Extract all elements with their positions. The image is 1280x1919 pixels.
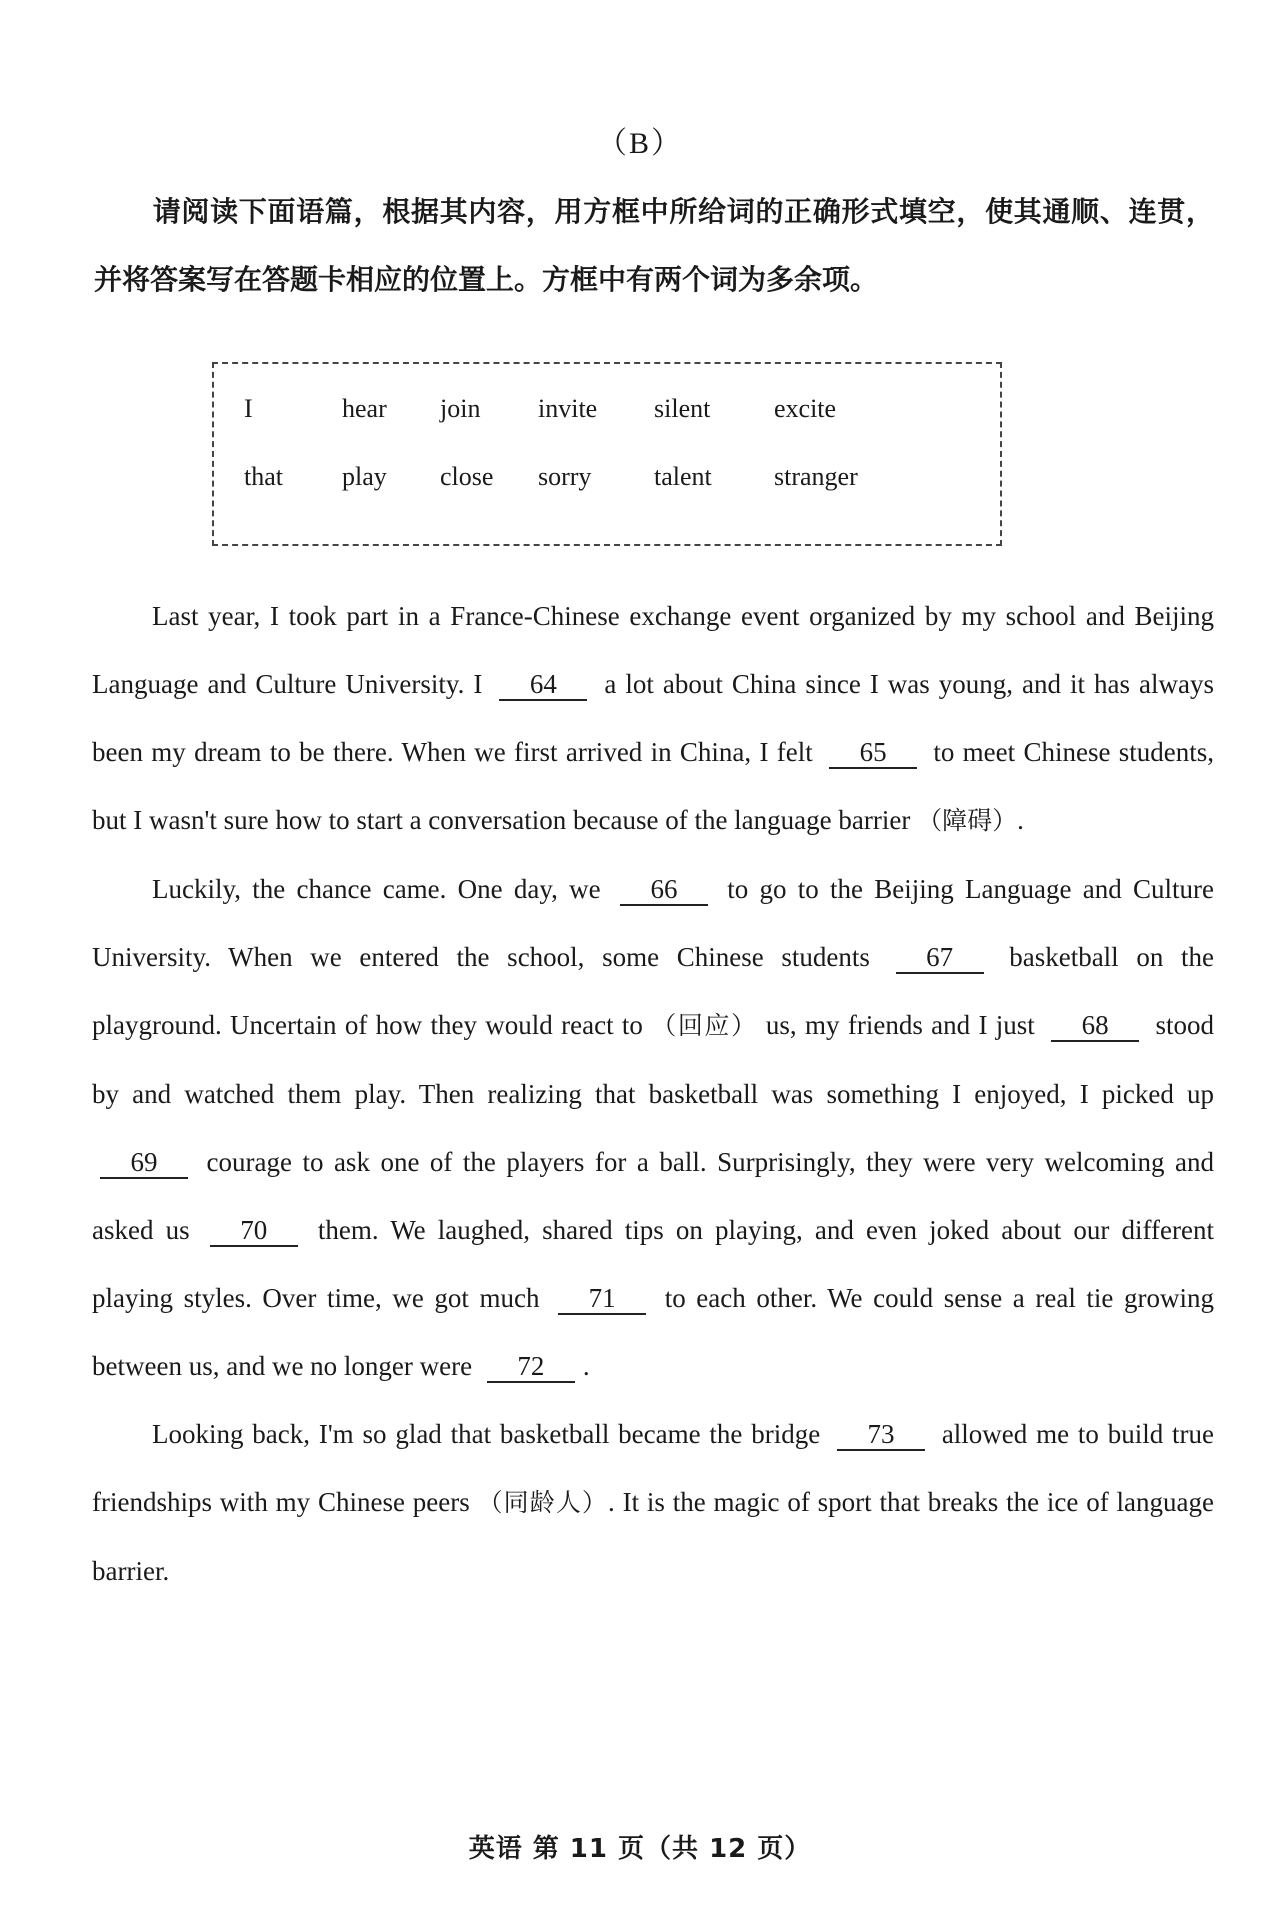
passage-text: us, my friends and I just bbox=[757, 1010, 1044, 1040]
blank-69[interactable]: 69 bbox=[100, 1147, 188, 1179]
passage-text: Luckily, the chance came. One day, we bbox=[152, 874, 612, 904]
passage-text: to each other. We could sense a real tie growing between us, and we no longer were bbox=[92, 1283, 1214, 1381]
passage-text: stood by and watched them play. Then realizing that basketball was something I enjoyed, I picked up bbox=[92, 1010, 1214, 1109]
word-option: invite bbox=[538, 394, 598, 423]
word-option: join bbox=[440, 394, 481, 423]
passage-text: . It is the magic of sport that breaks the ice of language barrier. bbox=[92, 1487, 1214, 1586]
word-option: sorry bbox=[538, 462, 592, 491]
passage-paragraph-3 bbox=[92, 1400, 1214, 1605]
blank-65[interactable]: 65 bbox=[829, 737, 917, 769]
chinese-gloss: （回应） bbox=[651, 1011, 758, 1040]
word-option: silent bbox=[654, 394, 711, 423]
word-box bbox=[212, 362, 1002, 546]
passage-text: to go to the Beijing Language and Culture University. When we entered the school, some Chinese students bbox=[92, 874, 1214, 972]
chinese-gloss: （同龄人） bbox=[477, 1488, 608, 1517]
passage-paragraph-2 bbox=[92, 855, 1214, 1400]
word-option: I bbox=[244, 394, 253, 423]
passage-text: Last year, I took part in a France-Chinese exchange event organized by my school and Beijing Language and Culture University. I bbox=[92, 601, 1214, 699]
word-option: stranger bbox=[774, 462, 858, 491]
chinese-gloss: （障碍） bbox=[917, 806, 1018, 835]
word-option: talent bbox=[654, 462, 712, 491]
passage-text: . bbox=[1017, 805, 1024, 835]
word-option: that bbox=[244, 462, 283, 491]
word-option: close bbox=[440, 462, 494, 491]
blank-64[interactable]: 64 bbox=[499, 669, 587, 701]
word-option: excite bbox=[774, 394, 837, 423]
passage-text: . bbox=[582, 1351, 590, 1381]
instructions bbox=[94, 178, 1214, 314]
blank-71[interactable]: 71 bbox=[558, 1283, 646, 1315]
blank-70[interactable]: 70 bbox=[210, 1215, 298, 1247]
passage-text: them. We laughed, shared tips on playing, and even joked about our different playing styles. Over time, we got much bbox=[92, 1215, 1215, 1313]
blank-72[interactable]: 72 bbox=[487, 1351, 575, 1383]
passage-paragraph-1 bbox=[92, 582, 1214, 855]
word-option: hear bbox=[342, 394, 387, 423]
blank-73[interactable]: 73 bbox=[837, 1419, 925, 1451]
word-option: play bbox=[342, 462, 387, 491]
passage-text: basketball on the playground. Uncertain of how they would react to bbox=[92, 942, 1214, 1040]
blank-66[interactable]: 66 bbox=[620, 874, 708, 906]
passage-text: a lot about China since I was young, and it has always been my dream to be there. When we first arrived in China, I felt bbox=[92, 669, 1214, 767]
instructions-text: 请阅读下面语篇，根据其内容，用方框中所给词的正确形式填空，使其通顺、连贯，并将答案写在答题卡相应的位置上。方框中有两个词为多余项。 bbox=[94, 195, 1214, 296]
section-label: （B） bbox=[596, 127, 683, 160]
blank-68[interactable]: 68 bbox=[1051, 1010, 1139, 1042]
blank-67[interactable]: 67 bbox=[896, 942, 984, 974]
passage-text: courage to ask one of the players for a ball. Surprisingly, they were very welcoming and asked us bbox=[92, 1147, 1214, 1245]
page-footer: 英语 第 11 页（共 12 页） bbox=[468, 1834, 812, 1864]
passage bbox=[92, 582, 1214, 1605]
passage-text: to meet Chinese students, but I wasn't sure how to start a conversation because of the language barrier bbox=[92, 737, 1215, 835]
passage-text: Looking back, I'm so glad that basketball became the bridge bbox=[152, 1419, 830, 1449]
passage-text: allowed me to build true friendships with my Chinese peers bbox=[92, 1419, 1214, 1517]
